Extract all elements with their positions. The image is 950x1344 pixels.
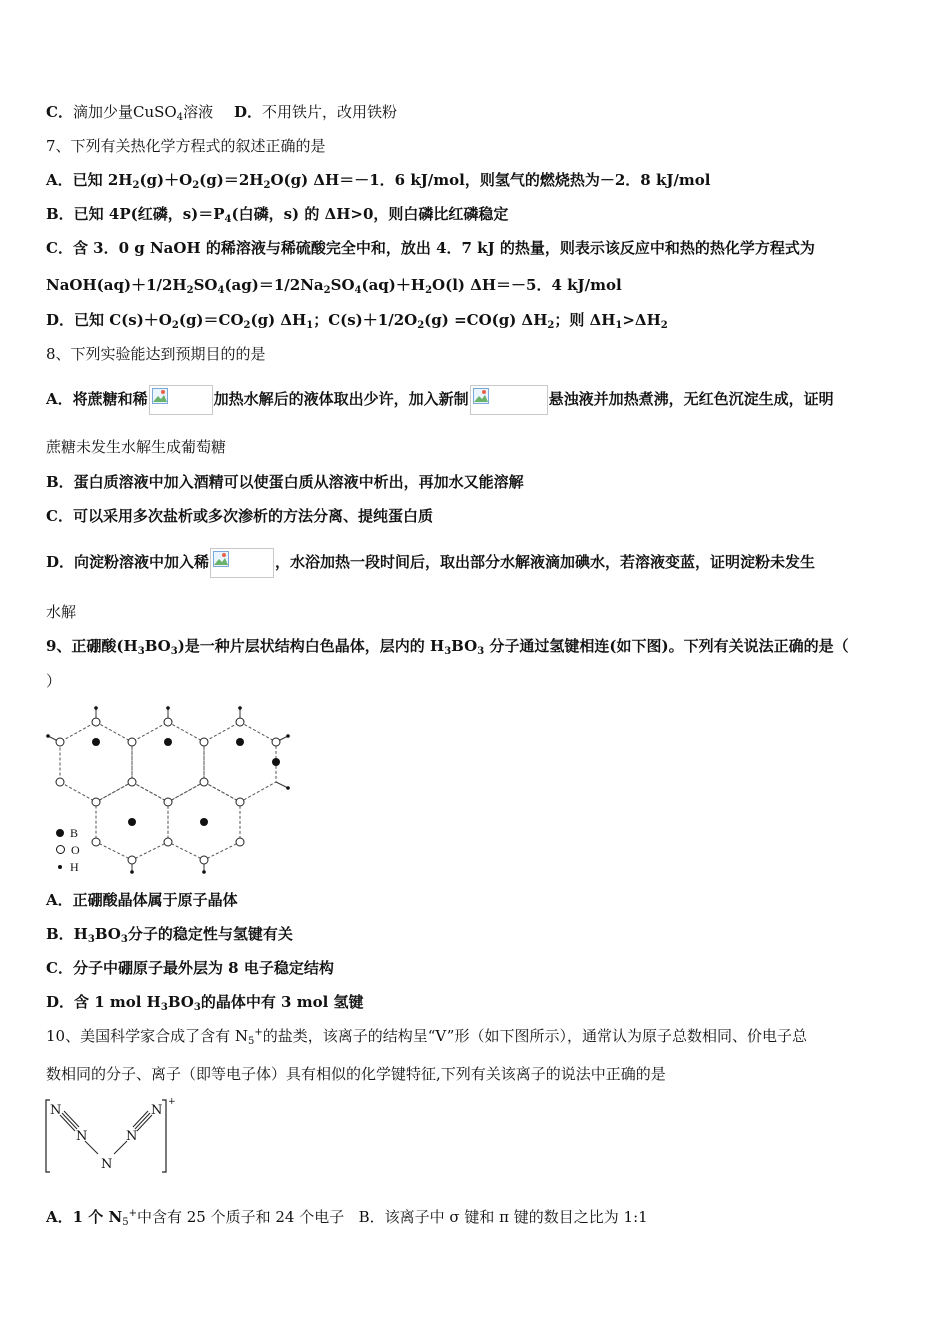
boric-acid-structure-figure [46, 702, 296, 878]
legend-oxygen: O [56, 842, 80, 859]
legend-hydrogen: H [56, 859, 80, 876]
broken-image-icon [470, 385, 548, 415]
legend-boron: B [56, 825, 80, 842]
n5-cation-structure-figure [44, 1096, 180, 1176]
atom-n: N [50, 1103, 62, 1118]
q7-option-d: D．已知 $C(s)+O_2(g)=CO_2(g)$ $\Delta H_1$；$C(s)+1/2O_2(g) =CO(g)$ $\Delta H_2$；则 $\Delta H_1>\Delta H_2$ [46, 311, 668, 331]
atom-n: N [151, 1103, 163, 1118]
q7-option-a: A．已知 $2H_2(g)+O_2(g)=2H_2O(g)$ ΔH＝－1．6 kJ/mol，则氢气的燃烧热为－2．8 kJ/mol [46, 171, 711, 191]
q8-option-a-cont: 蔗糖未发生水解生成葡萄糖 [46, 438, 227, 456]
atom-n: N [76, 1129, 88, 1144]
broken-image-icon [210, 548, 274, 578]
q10-options: A．1 个 $N_5^+$中含有 25 个质子和 24 个电子 B．该离子中 σ 键和 π 键的数目之比为 1:1 [46, 1208, 648, 1228]
broken-image-icon [149, 385, 213, 415]
q7-stem: 7、下列有关热化学方程式的叙述正确的是 [46, 137, 326, 155]
q10-stem: 10、美国科学家合成了含有 $N_5^+$的盐类，该离子的结构呈“V”形（如下图所示），通常认为原子总数相同、价电子总 [46, 1027, 807, 1047]
q8-option-b: B．蛋白质溶液中加入酒精可以使蛋白质从溶液中析出，再加水又能溶解 [46, 473, 524, 491]
q8-option-d-cont: 水解 [46, 603, 77, 621]
q7-option-c: C．含 3．0 g NaOH 的稀溶液与稀硫酸完全中和，放出 4．7 kJ 的热量，则表示该反应中和热的热化学方程式为 [46, 239, 815, 257]
q9-option-d: D．含 1 mol $H_3BO_3$的晶体中有 3 mol 氢键 [46, 993, 364, 1013]
q8-option-c: C．可以采用多次盐析或多次渗析的方法分离、提纯蛋白质 [46, 507, 433, 525]
q9-option-a: A．正硼酸晶体属于原子晶体 [46, 891, 238, 909]
q10-stem-cont: 数相同的分子、离子（即等电子体）具有相似的化学键特征,下列有关该离子的说法中正确的是 [46, 1065, 666, 1083]
atom-n: N [101, 1157, 113, 1172]
q9-option-b: B．$H_3BO_3$分子的稳定性与氢键有关 [46, 925, 293, 945]
q9-stem: 9、正硼酸$(H_3BO_3)$是一种片层状结构白色晶体，层内的 $H_3BO_3$ 分子通过氢键相连(如下图)。下列有关说法正确的是（ [46, 637, 849, 657]
ion-charge: + [168, 1097, 176, 1107]
atom-n: N [126, 1129, 138, 1144]
q6-options: C．滴加少量CuSO$_4$溶液 D．不用铁片，改用铁粉 [46, 103, 397, 123]
q7-option-b: B．已知 4P(红磷，$s)=P_4$(白磷，s) 的 ΔH>0，则白磷比红磷稳定 [46, 205, 509, 225]
q8-option-a: A．将蔗糖和稀 加热水解后的液体取出少许，加入新制 悬浊液并加热煮沸，无红色沉淀生成，证明 [46, 385, 834, 415]
structure-legend [56, 825, 80, 876]
q8-stem: 8、下列实验能达到预期目的的是 [46, 345, 266, 363]
q7-option-c-equation: $NaOH(aq)+1/2H_2SO_4(ag)=1/2Na_2SO_4(aq)+H_2O(l)$ ΔH＝－5．4 kJ/mol [46, 276, 622, 296]
q9-stem-cont: ） [46, 672, 62, 690]
q9-option-c: C．分子中硼原子最外层为 8 电子稳定结构 [46, 959, 334, 977]
q8-option-d: D．向淀粉溶液中加入稀 ，水浴加热一段时间后，取出部分水解液滴加碘水，若溶液变蓝，证明淀粉未发生 [46, 548, 815, 578]
